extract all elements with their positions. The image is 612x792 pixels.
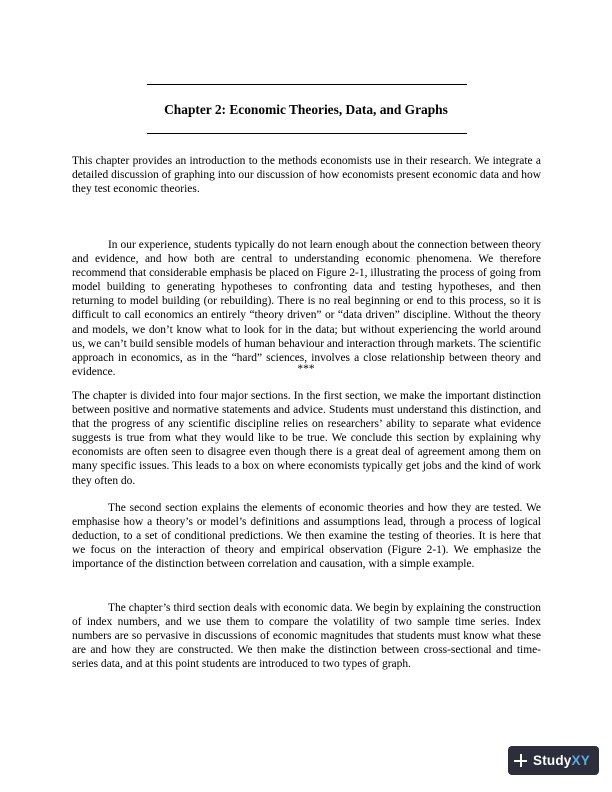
paragraph-theory-evidence: In our experience, students typically do not learn enough about the connection between theory and evidence, and how both are central to understanding economic phenomena. We therefore recommend that considerable emphasis be placed on Figure 2-1, illustrating the process of going from model building to generating hypotheses to confronting data and testing hypotheses, and then returning to model building (or rebuilding). There is no real beginning or end to this process, so it is difficult to call economics an entirely “theory driven” or “data driven” discipline. Without the theory and models, we don’t know what to look for in the data; but without experiencing the world around us, we can’t build sensible models of human behaviour and interaction through markets. The scientific approach in economics, as in the “hard” sciences, involves a close relationship between theory and evidence.: [72, 239, 541, 378]
title-bottom-rule: [147, 133, 467, 134]
logo-text: [533, 753, 590, 768]
logo-text-xy: XY: [571, 753, 590, 768]
paragraph-third-section: The chapter’s third section deals with economic data. We begin by explaining the construction of index numbers, and we use them to compare the volatility of two sample time series. Index numbers are so pervasive in discussions of economic magnitudes that students must know what these are and how they are constructed. We then make the distinction between cross-sectional and time-series data, and at this point students are introduced to two types of graph.: [72, 602, 541, 671]
paragraph-sections-overview: The chapter is divided into four major sections. In the first section, we make the important distinction between positive and normative statements and advice. Students must understand this distinction, and that the progress of any scientific discipline relies on researchers’ ability to separate what evidence suggests is true from what they would like to be true. We conclude this section by explaining why economists are often seen to disagree even though there is a great deal of agreement among them on many specific issues. This leads to a box on where economists typically get jobs and the kind of work they often do.: [72, 390, 541, 487]
section-separator: ***: [297, 363, 315, 375]
title-top-rule: [147, 84, 467, 85]
paragraph-intro: This chapter provides an introduction to the methods economists use in their research. We integrate a detailed discussion of graphing into our discussion of how economists present economic data and how they test economic theories.: [72, 155, 541, 196]
plus-icon: [514, 754, 527, 767]
paragraph-second-section: The second section explains the elements of economic theories and how they are tested. We emphasise how a theory’s or model’s definitions and assumptions lead, through a process of logical deduction, to a set of conditional predictions. We then examine the testing of theories. It is here that we focus on the interaction of theory and empirical observation (Figure 2-1). We emphasize the importance of the distinction between correlation and causation, with a simple example.: [72, 502, 541, 571]
chapter-title: Chapter 2: Economic Theories, Data, and Graphs: [164, 102, 448, 117]
studyxy-logo[interactable]: [508, 746, 599, 775]
logo-text-study: Study: [533, 753, 572, 768]
